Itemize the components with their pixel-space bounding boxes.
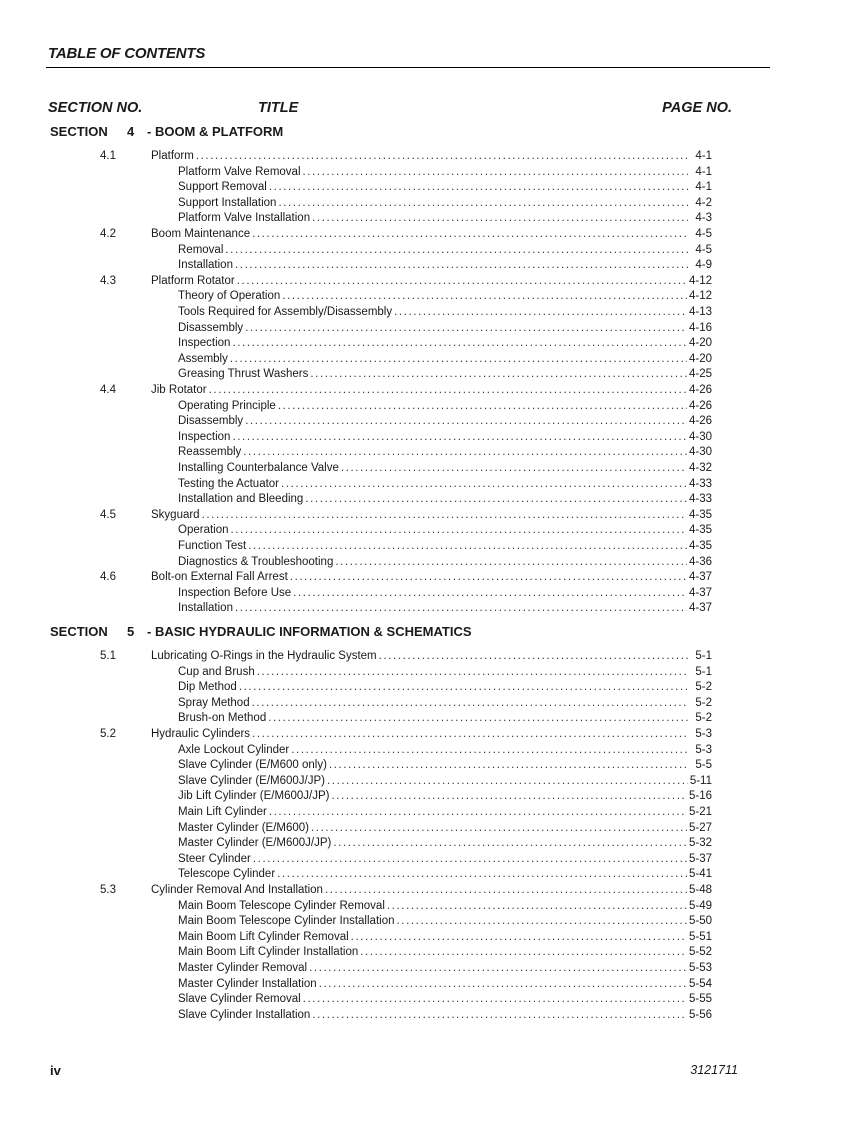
toc-entry-line [178, 179, 712, 195]
toc-entry-page[interactable]: 4-35 [688, 508, 712, 521]
toc-entry-title[interactable]: Main Lift Cylinder [178, 806, 267, 818]
toc-entry-page[interactable]: 4-32 [688, 462, 712, 474]
dot-leader [252, 726, 688, 742]
section-title: - BASIC HYDRAULIC INFORMATION & SCHEMATICS [147, 624, 472, 639]
toc-entry-title[interactable]: Inspection [178, 430, 231, 443]
toc-entry-page[interactable]: 4-2 [695, 196, 712, 209]
toc-entry-line [178, 960, 712, 976]
toc-entry-title[interactable]: Diagnostics & Troubleshooting [178, 555, 334, 568]
toc-entry-line [178, 413, 712, 429]
toc-entry-line [151, 148, 712, 164]
toc-subentry[interactable] [0, 242, 712, 258]
toc-entry-title[interactable]: Slave Cylinder Removal [178, 993, 301, 1006]
toc-entry-title[interactable]: Steer Cylinder [178, 852, 251, 865]
toc-entry-title[interactable]: Axle Lockout Cylinder [178, 743, 290, 756]
toc-entry-page[interactable]: 5-27 [688, 821, 712, 834]
dot-leader [277, 866, 687, 882]
dot-leader [291, 742, 688, 758]
toc-entry-page[interactable]: 4-3 [695, 212, 712, 225]
toc-subentry[interactable] [0, 835, 712, 851]
toc-subentry[interactable] [0, 929, 712, 945]
dot-leader [252, 226, 688, 242]
toc-subentry[interactable] [0, 288, 712, 304]
toc-subentry[interactable] [0, 679, 712, 695]
toc-entry-page[interactable]: 4-1 [695, 181, 712, 194]
toc-entry-line [178, 538, 712, 554]
toc-subentry[interactable] [0, 195, 712, 211]
dot-leader [394, 304, 687, 320]
toc-subentry[interactable] [0, 788, 712, 804]
section-title: - BOOM & PLATFORM [147, 124, 284, 139]
toc-entry-title[interactable]: Dip Method [178, 681, 237, 694]
toc-subentry[interactable] [0, 664, 712, 680]
toc-entry-title[interactable]: Installation [178, 602, 233, 615]
toc-entry-page[interactable]: 5-53 [688, 962, 712, 974]
toc-entry-line [178, 335, 712, 351]
toc-entry-title[interactable]: Platform Valve Removal [178, 165, 301, 178]
toc-subentry[interactable] [0, 866, 712, 882]
toc-entry-page[interactable]: 4-37 [688, 571, 712, 584]
toc-entry-title[interactable]: Slave Cylinder Installation [178, 1008, 311, 1021]
toc-entry[interactable] [0, 507, 712, 523]
dot-leader [237, 273, 687, 289]
toc-entry-line [178, 304, 712, 320]
section-number: 5 [127, 624, 135, 639]
column-header-title: TITLE [258, 100, 299, 116]
toc-entry-title[interactable]: Disassembly [178, 415, 244, 428]
toc-entry-line [151, 726, 712, 742]
toc-entry-page[interactable]: 5-11 [689, 774, 712, 787]
toc-entry-title[interactable]: Spray Method [178, 696, 250, 709]
toc-entry-number: 4.2 [100, 228, 116, 240]
toc-entry-line [178, 195, 712, 211]
toc-subentry[interactable] [0, 398, 712, 414]
toc-entry-line [178, 288, 712, 304]
toc-entry-page[interactable]: 4-33 [688, 477, 712, 490]
toc-entry-title[interactable]: Telescope Cylinder [178, 868, 276, 881]
toc-entry-line [151, 507, 712, 523]
toc-subentry[interactable] [0, 257, 712, 273]
toc-entry-title[interactable]: Master Cylinder Installation [178, 977, 317, 990]
toc-entry-line [178, 898, 712, 914]
dot-leader [282, 288, 687, 304]
toc-subentry[interactable] [0, 320, 712, 336]
toc-entry-line [178, 804, 712, 820]
dot-leader [243, 444, 687, 460]
toc-entry-page[interactable]: 4-12 [688, 274, 712, 287]
toc-entry-page[interactable]: 4-33 [688, 493, 712, 506]
toc-entry-title[interactable]: Bolt-on External Fall Arrest [151, 571, 288, 584]
toc-entry-title[interactable]: Installing Counterbalance Valve [178, 462, 339, 474]
toc-entry-title[interactable]: Slave Cylinder (E/M600J/JP) [178, 774, 325, 787]
toc-entry-page[interactable]: 4-16 [688, 321, 712, 334]
toc-entry-line [178, 491, 712, 507]
toc-entry-page[interactable]: 5-2 [695, 712, 712, 725]
toc-entry-page[interactable]: 4-26 [688, 384, 712, 396]
toc-entry-title[interactable]: Slave Cylinder (E/M600 only) [178, 759, 327, 772]
toc-entry-page[interactable]: 4-12 [688, 290, 712, 303]
toc-entry-page[interactable]: 5-37 [688, 852, 712, 865]
dot-leader [232, 335, 687, 351]
toc-subentry[interactable] [0, 742, 712, 758]
toc-entry-title[interactable]: Platform Valve Installation [178, 212, 311, 225]
dot-leader [248, 538, 687, 554]
toc-entry-page[interactable]: 5-32 [688, 837, 712, 850]
toc-subentry[interactable] [0, 460, 712, 476]
toc-entry-page[interactable]: 4-37 [688, 586, 712, 599]
toc-entry-line [178, 366, 712, 382]
dot-leader [232, 429, 687, 445]
toc-entry-title[interactable]: Master Cylinder (E/M600) [178, 821, 310, 834]
toc-entry-page[interactable]: 4-20 [688, 337, 712, 350]
dot-leader [209, 382, 687, 398]
section-heading [50, 124, 283, 139]
toc-subentry[interactable] [0, 1007, 712, 1023]
toc-entry-title[interactable]: Installation [178, 259, 233, 272]
dot-leader [235, 257, 688, 273]
dot-leader [309, 960, 687, 976]
toc-entry-title[interactable]: Reassembly [178, 446, 242, 459]
toc-entry-title[interactable]: Main Boom Lift Cylinder Removal [178, 930, 349, 943]
dot-leader [245, 413, 687, 429]
toc-entry-page[interactable]: 5-16 [688, 790, 712, 803]
toc-entry-line [178, 476, 712, 492]
toc-subentry[interactable] [0, 491, 712, 507]
dot-leader [239, 679, 688, 695]
toc-entry-page[interactable]: 4-25 [688, 368, 712, 381]
section-number: 4 [127, 124, 135, 139]
toc-entry-page[interactable]: 4-26 [688, 415, 712, 428]
toc-entry-page[interactable]: 5-50 [688, 915, 712, 928]
toc-entry-line [178, 913, 712, 929]
toc-entry-line [178, 257, 712, 273]
toc-entry[interactable] [0, 882, 712, 898]
dot-leader [231, 522, 687, 538]
toc-entry-title[interactable]: Installation and Bleeding [178, 493, 304, 506]
toc-entry-page[interactable]: 5-3 [695, 728, 712, 740]
dot-leader [281, 476, 687, 492]
toc-entry-line [151, 648, 712, 664]
toc-entry-page[interactable]: 4-5 [695, 228, 712, 240]
dot-leader [293, 585, 687, 601]
toc-entry-line [178, 976, 712, 992]
toc-entry-line [178, 210, 712, 226]
toc-entry-page[interactable]: 4-20 [688, 352, 712, 365]
toc-entry-title[interactable]: Platform Rotator [151, 274, 235, 287]
column-header-section-no: SECTION NO. [48, 100, 143, 116]
toc-subentry[interactable] [0, 976, 712, 992]
toc-entry-page[interactable]: 4-9 [695, 259, 712, 272]
toc-subentry[interactable] [0, 944, 712, 960]
toc-entry-page[interactable]: 5-2 [695, 681, 712, 694]
toc-entry-line [178, 991, 712, 1007]
toc-entry-page[interactable]: 5-51 [688, 930, 712, 943]
toc-entry-line [178, 820, 712, 836]
toc-entry-line [178, 695, 712, 711]
toc-subentry[interactable] [0, 960, 712, 976]
dot-leader [305, 491, 687, 507]
toc-entry-title[interactable]: Master Cylinder (E/M600J/JP) [178, 837, 332, 850]
column-header-page-no: PAGE NO. [662, 100, 732, 116]
section-heading [50, 624, 472, 639]
toc-entry-page[interactable]: 4-35 [688, 524, 712, 537]
toc-entry-line [178, 664, 712, 680]
toc-subentry[interactable] [0, 429, 712, 445]
dot-leader [387, 898, 687, 914]
section-word: SECTION [50, 624, 108, 639]
toc-subentry[interactable] [0, 710, 712, 726]
dot-leader [311, 820, 687, 836]
toc-entry-line [178, 429, 712, 445]
toc-subentry[interactable] [0, 695, 712, 711]
toc-entry-number: 4.1 [100, 150, 116, 162]
dot-leader [196, 148, 688, 164]
toc-entry-page[interactable]: 5-5 [695, 759, 712, 772]
toc-entry-line [178, 351, 712, 367]
toc-entry-title[interactable]: Main Boom Telescope Cylinder Installation [178, 915, 395, 928]
toc-subentry[interactable] [0, 210, 712, 226]
toc-entry-title[interactable]: Theory of Operation [178, 290, 281, 303]
toc-entry-page[interactable]: 5-48 [688, 884, 712, 896]
dot-leader [327, 773, 688, 789]
dot-leader [225, 242, 688, 258]
toc-subentry[interactable] [0, 413, 712, 429]
toc-entry-line [178, 866, 712, 882]
dot-leader [278, 195, 688, 211]
toc-entry-line [178, 1007, 712, 1023]
toc-entry-line [178, 460, 712, 476]
toc-entry-line [178, 398, 712, 414]
toc-entry-line [178, 851, 712, 867]
toc-entry-title[interactable]: Jib Rotator [151, 384, 207, 396]
toc-entry-title[interactable]: Operating Principle [178, 399, 276, 412]
dot-leader [331, 788, 687, 804]
toc-subentry[interactable] [0, 600, 712, 616]
toc-entry-title[interactable]: Assembly [178, 352, 228, 365]
toc-entry-line [151, 569, 712, 585]
dot-leader [360, 944, 687, 960]
toc-subentry[interactable] [0, 991, 712, 1007]
toc-subentry[interactable] [0, 804, 712, 820]
dot-leader [396, 913, 686, 929]
toc-entry-line [178, 554, 712, 570]
toc-entry-title[interactable]: Disassembly [178, 321, 244, 334]
dot-leader [319, 976, 687, 992]
toc-subentry[interactable] [0, 538, 712, 554]
toc-entry-title[interactable]: Brush-on Method [178, 712, 267, 725]
dot-leader [303, 164, 689, 180]
dot-leader [202, 507, 687, 523]
toc-entry-page[interactable]: 5-52 [688, 946, 712, 959]
dot-leader [335, 554, 687, 570]
dot-leader [269, 179, 688, 195]
toc-entry-page[interactable]: 5-1 [695, 650, 712, 662]
toc-entry-line [151, 273, 712, 289]
page-header-title: TABLE OF CONTENTS [48, 45, 206, 62]
toc-subentry[interactable] [0, 773, 712, 789]
dot-leader [253, 851, 687, 867]
toc-subentry[interactable] [0, 585, 712, 601]
toc-subentry[interactable] [0, 335, 712, 351]
toc-entry-line [178, 444, 712, 460]
section-word: SECTION [50, 124, 108, 139]
header-rule [46, 67, 770, 68]
footer-page-label: iv [50, 1063, 61, 1078]
toc-entry-page[interactable]: 5-55 [688, 993, 712, 1006]
toc-subentry[interactable] [0, 522, 712, 538]
dot-leader [351, 929, 687, 945]
dot-leader [235, 600, 687, 616]
dot-leader [257, 664, 688, 680]
toc-subentry[interactable] [0, 476, 712, 492]
toc-subentry[interactable] [0, 366, 712, 382]
toc-entry[interactable] [0, 726, 712, 742]
toc-entry-line [178, 944, 712, 960]
toc-entry-title[interactable]: Removal [178, 243, 224, 256]
toc-entry[interactable] [0, 226, 712, 242]
toc-subentry[interactable] [0, 898, 712, 914]
toc-entry-page[interactable]: 4-5 [695, 243, 712, 256]
dot-leader [268, 710, 688, 726]
toc-entry-title[interactable]: Lubricating O-Rings in the Hydraulic System [151, 650, 377, 662]
toc-entry-line [178, 742, 712, 758]
dot-leader [290, 569, 687, 585]
toc-entry[interactable] [0, 382, 712, 398]
toc-entry-line [151, 882, 712, 898]
toc-entry-title[interactable]: Platform [151, 150, 194, 162]
dot-leader [310, 366, 687, 382]
toc-entry-title[interactable]: Boom Maintenance [151, 228, 251, 240]
toc-subentry[interactable] [0, 351, 712, 367]
dot-leader [230, 351, 687, 367]
toc-entry-number: 4.4 [100, 384, 116, 396]
dot-leader [245, 320, 687, 336]
toc-subentry[interactable] [0, 444, 712, 460]
toc-entry-line [178, 929, 712, 945]
toc-entry-page[interactable]: 4-26 [688, 399, 712, 412]
toc-subentry[interactable] [0, 851, 712, 867]
toc-entry-title[interactable]: Support Removal [178, 181, 267, 194]
toc-entry-title[interactable]: Jib Lift Cylinder (E/M600J/JP) [178, 790, 330, 803]
toc-entry-number: 4.3 [100, 274, 116, 287]
toc-entry-line [178, 757, 712, 773]
dot-leader [269, 804, 687, 820]
toc-entry-title[interactable]: Main Boom Telescope Cylinder Removal [178, 899, 385, 912]
toc-entry-line [178, 788, 712, 804]
toc-entry-page[interactable]: 4-13 [688, 306, 712, 318]
toc-entry-title[interactable]: Function Test [178, 540, 247, 552]
toc-entry-number: 5.2 [100, 728, 116, 740]
toc-entry-title[interactable]: Tools Required for Assembly/Disassembly [178, 306, 393, 318]
toc-entry-title[interactable]: Cup and Brush [178, 665, 255, 678]
toc-entry-page[interactable]: 4-1 [695, 165, 712, 178]
toc-subentry[interactable] [0, 164, 712, 180]
toc-entry-title[interactable]: Operation [178, 524, 229, 537]
dot-leader [312, 1007, 687, 1023]
toc-entry-number: 4.5 [100, 508, 116, 521]
toc-entry-line [178, 600, 712, 616]
toc-entry-number: 5.1 [100, 650, 116, 662]
dot-leader [252, 695, 688, 711]
dot-leader [278, 398, 687, 414]
toc-entry-line [151, 382, 712, 398]
toc-entry-title[interactable]: Main Boom Lift Cylinder Installation [178, 946, 359, 959]
footer-doc-number: 3121711 [690, 1063, 738, 1077]
toc-subentry[interactable] [0, 179, 712, 195]
dot-leader [333, 835, 687, 851]
toc-entry-line [151, 226, 712, 242]
toc-entry-line [178, 679, 712, 695]
toc-entry-title[interactable]: Cylinder Removal And Installation [151, 884, 323, 896]
toc-entry-page[interactable]: 4-30 [688, 446, 712, 459]
toc-entry-number: 4.6 [100, 571, 116, 584]
toc-subentry[interactable] [0, 554, 712, 570]
toc-entry-page[interactable]: 5-49 [688, 899, 712, 912]
toc-entry-line [178, 164, 712, 180]
dot-leader [341, 460, 687, 476]
toc-entry-page[interactable]: 5-56 [688, 1008, 712, 1021]
toc-entry-title[interactable]: Skyguard [151, 508, 200, 521]
toc-entry-title[interactable]: Hydraulic Cylinders [151, 728, 251, 740]
toc-entry-title[interactable]: Inspection Before Use [178, 586, 292, 599]
toc-entry-line [178, 710, 712, 726]
dot-leader [303, 991, 687, 1007]
toc-entry-title[interactable]: Master Cylinder Removal [178, 962, 308, 974]
toc-entry[interactable] [0, 648, 712, 664]
dot-leader [312, 210, 688, 226]
toc-entry-number: 5.3 [100, 884, 116, 896]
toc-entry-page[interactable]: 4-1 [695, 150, 712, 162]
toc-entry-page[interactable]: 4-37 [688, 602, 712, 615]
toc-entry-title[interactable]: Inspection [178, 337, 231, 350]
toc-entry-line [178, 835, 712, 851]
toc-entry-page[interactable]: 5-21 [688, 806, 712, 818]
toc-entry-page[interactable]: 5-3 [695, 743, 712, 756]
toc-entry-line [178, 522, 712, 538]
toc-entry[interactable] [0, 569, 712, 585]
toc-entry-page[interactable]: 5-2 [695, 696, 712, 709]
toc-entry-page[interactable]: 4-30 [688, 430, 712, 443]
dot-leader [329, 757, 688, 773]
toc-entry-page[interactable]: 4-36 [688, 555, 712, 568]
toc-entry-line [178, 320, 712, 336]
dot-leader [379, 648, 688, 664]
toc-entry-title[interactable]: Support Installation [178, 196, 277, 209]
toc-subentry[interactable] [0, 757, 712, 773]
toc-entry-line [178, 585, 712, 601]
toc-subentry[interactable] [0, 304, 712, 320]
toc-entry[interactable] [0, 273, 712, 289]
toc-entry-line [178, 242, 712, 258]
toc-entry-line [178, 773, 712, 789]
dot-leader [325, 882, 687, 898]
toc-entry-page[interactable]: 5-41 [688, 868, 712, 881]
toc-subentry[interactable] [0, 913, 712, 929]
toc-entry-page[interactable]: 4-35 [688, 540, 712, 552]
toc-entry[interactable] [0, 148, 712, 164]
toc-entry-page[interactable]: 5-1 [695, 665, 712, 678]
toc-entry-page[interactable]: 5-54 [688, 977, 712, 990]
toc-entry-title[interactable]: Testing the Actuator [178, 477, 280, 490]
toc-entry-title[interactable]: Greasing Thrust Washers [178, 368, 309, 381]
toc-subentry[interactable] [0, 820, 712, 836]
